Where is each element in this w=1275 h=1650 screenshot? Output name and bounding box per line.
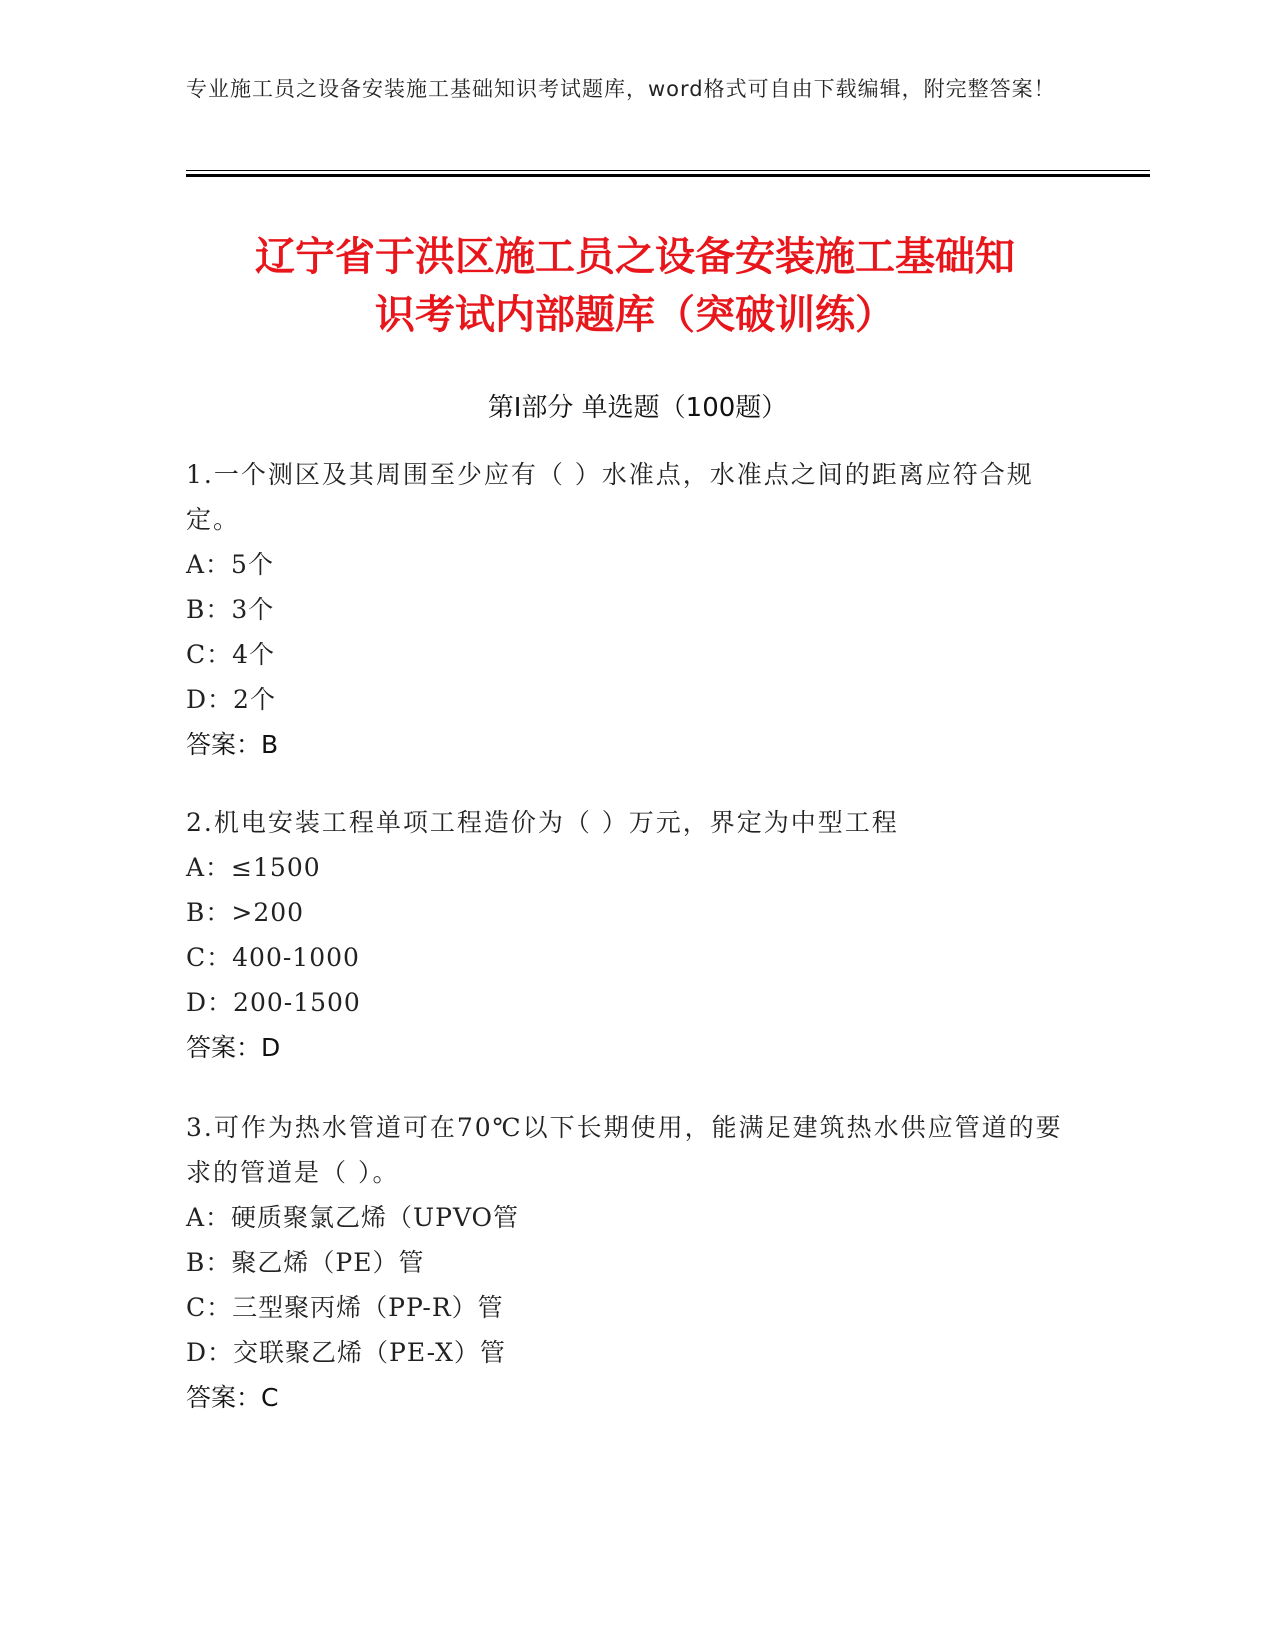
- document-title-line-1: 辽宁省于洪区施工员之设备安装施工基础知: [255, 234, 1015, 280]
- question-stem: 3.可作为热水管道可在70℃以下长期使用，能满足建筑热水供应管道的要求的管道是（ ）。: [186, 1113, 1063, 1187]
- option-d: D：交联聚乙烯（PE-X）管: [186, 1338, 506, 1367]
- option-b: B：3个: [186, 595, 275, 624]
- answer: 答案：D: [186, 1033, 281, 1062]
- question-1: [186, 452, 1086, 767]
- question-2: [186, 800, 1086, 1070]
- question-3: [186, 1105, 1086, 1420]
- option-d: D：2个: [186, 685, 276, 714]
- header-divider-thin: [186, 170, 1150, 171]
- answer: 答案：C: [186, 1383, 279, 1412]
- document-title: [180, 228, 1090, 344]
- header-divider-thick: [186, 174, 1150, 177]
- option-d: D：200-1500: [186, 988, 361, 1017]
- header-note: 专业施工员之设备安装施工基础知识考试题库，word格式可自由下载编辑，附完整答案！: [186, 77, 1056, 101]
- option-a: A：≤1500: [186, 853, 321, 882]
- option-c: C：三型聚丙烯（PP-R）管: [186, 1293, 504, 1322]
- option-c: C：4个: [186, 640, 276, 669]
- answer: 答案：B: [186, 730, 279, 759]
- option-a: A：5个: [186, 550, 274, 579]
- question-stem: 1.一个测区及其周围至少应有（ ）水准点，水准点之间的距离应符合规定。: [186, 460, 1034, 534]
- option-b: B：聚乙烯（PE）管: [186, 1248, 425, 1277]
- section-heading: 第Ⅰ部分 单选题（100题）: [487, 393, 788, 423]
- option-b: B：>200: [186, 898, 305, 927]
- document-title-line-2: 识考试内部题库（突破训练）: [375, 292, 895, 338]
- question-stem: 2.机电安装工程单项工程造价为（ ）万元，界定为中型工程: [186, 808, 899, 837]
- option-c: C：400-1000: [186, 943, 360, 972]
- option-a: A：硬质聚氯乙烯（UPVO管: [186, 1203, 520, 1232]
